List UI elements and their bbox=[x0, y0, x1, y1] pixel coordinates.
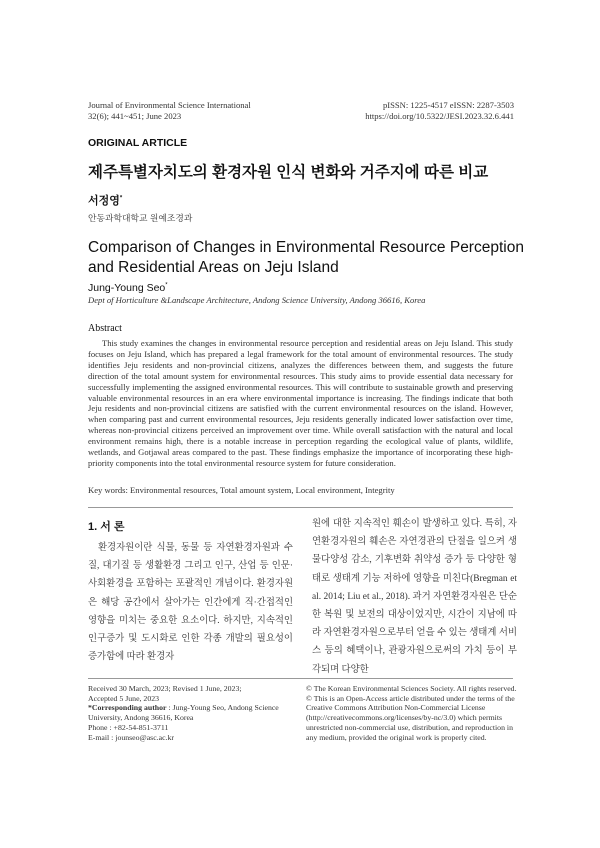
footnote-divider bbox=[88, 678, 513, 679]
section-heading-introduction: 1. 서 론 bbox=[88, 521, 125, 533]
article-type-label: ORIGINAL ARTICLE bbox=[88, 137, 188, 149]
korean-title: 제주특별자치도의 환경자원 인식 변화와 거주지에 따른 비교 bbox=[88, 164, 489, 181]
corresponding-text: : Jung-Young Seo, Andong Science bbox=[166, 703, 279, 713]
author-address: University, Andong 36616, Korea bbox=[88, 713, 194, 723]
korean-author-name: 서정영 bbox=[88, 195, 120, 207]
korean-author-mark: * bbox=[119, 195, 123, 202]
abstract-heading: Abstract bbox=[88, 323, 122, 334]
copyright-notice: © The Korean Environmental Sciences Society. All rights reserved. bbox=[306, 684, 517, 693]
license-footnote bbox=[306, 684, 521, 742]
section-divider bbox=[88, 507, 513, 508]
received-date: Received 30 March, 2023; Revised 1 June, 2023; bbox=[88, 684, 242, 693]
keywords-text: Environmental resources, Total amount system, Local environment, Integrity bbox=[127, 485, 395, 495]
english-author-name: Jung-Young Seo bbox=[88, 282, 166, 294]
doi-link[interactable]: https://doi.org/10.5322/JESI.2023.32.6.441 bbox=[365, 111, 514, 121]
accepted-date: Accepted 5 June, 2023 bbox=[88, 693, 160, 703]
issn: pISSN: 1225-4517 eISSN: 2287-3503 bbox=[382, 100, 514, 110]
journal-issue: 32(6); 441~451; June 2023 bbox=[88, 111, 182, 121]
abstract-body: This study examines the changes in environmental resource perception and residential areas on Jeju Island. This study focuses on Jeju Island, which has prepared a legal framework for the total amount of environmental resources. The study identifies Jeju residents and non-provincial citizens, analyzes the differences between them, and suggests the future direction of the total amount system for environmental resources. This study aims to provide essential data necessary for successfully implementing the assigned environmental resources. This will contribute to sustainable growth and preserving valuable environmental resources in an era where environmental importance is increasing. The findings indicate that both Jeju residents and non-provincial citizens are satisfied with the current environmental resources on the island. However, when comparing past and current environmental resources, Jeju residents generally indicated lower satisfaction over time, whereas non-provincial citizens perceived an improvement over time. While overall satisfaction with the natural and local environment remains high, there is a notable increase in perception regarding the ecological value of plants, wildlife, wetlands, and Gotjawal areas compared to the past. These findings emphasize the importance of incorporating these high-priority components into the total environmental resource system for future consideration. bbox=[88, 338, 513, 468]
english-title: Comparison of Changes in Environmental Resource Perception and Residential Areas on Jeju Island bbox=[88, 239, 524, 276]
keywords-label: Key words: bbox=[88, 485, 128, 495]
english-affiliation: Dept of Horticulture &Landscape Architecture, Andong Science University, Andong 36616, Korea bbox=[88, 295, 426, 305]
author-phone: Phone : +82-54-851-3711 bbox=[88, 722, 169, 732]
license-notice: © This is an Open-Access article distributed under the terms of the Creative Commons Attribution Non-Commercial License (http://creativecommons.org/licenses/by-nc/3.0) which permits unrestricted non-commercial use, distribution, and reproduction in any medium, provided the original work is properly cited. bbox=[306, 693, 515, 742]
author-email[interactable]: E-mail : jounseo@asc.ac.kr bbox=[88, 732, 174, 742]
keywords bbox=[88, 485, 518, 495]
journal-header bbox=[88, 100, 251, 122]
korean-author bbox=[88, 192, 122, 208]
korean-affiliation: 안동과학대학교 원예조경과 bbox=[88, 213, 193, 223]
journal-name: Journal of Environmental Science International bbox=[88, 100, 251, 110]
intro-right-column: 원에 대한 지속적인 훼손이 발생하고 있다. 특히, 자연환경자원의 훼손은 자연경관의 단절을 일으켜 생물다양성 감소, 기후변화 취약성 증가 등 다양한 형태로 생태계 기능 저하에 영향을 미친다(Bregman et al. 2014; Liu et al., 2018). 과거 자연환경자원은 단순한 복원 및 보전의 대상이었지만, 시간이 지남에 따라 자연환경자원으로부터 얻을 수 있는 생태계 서비스 등의 혜택이나, 관광자원으로써의 가치 등이 부각되며 다양한 bbox=[312, 519, 517, 675]
intro-left-column: 환경자원이란 식물, 동물 등 자연환경자원과 수질, 대기질 등 생활환경 그리고 인구, 산업 등 인문·사회환경을 포함하는 포괄적인 개념이다. 환경자원은 해당 공간에서 살아가는 인간에게 직·간접적인 영향을 미치는 중요한 요소이다. 하지만, 지속적인 인구증가 및 도시화로 인한 각종 개발의 필요성이 증가함에 따라 환경자 bbox=[88, 543, 293, 663]
journal-identifiers bbox=[365, 100, 514, 122]
english-author-mark: * bbox=[165, 282, 168, 289]
corresponding-author bbox=[88, 703, 298, 713]
corresponding-label: *Corresponding author bbox=[88, 703, 167, 713]
article-history-footnote bbox=[88, 684, 298, 742]
english-author bbox=[88, 282, 168, 294]
